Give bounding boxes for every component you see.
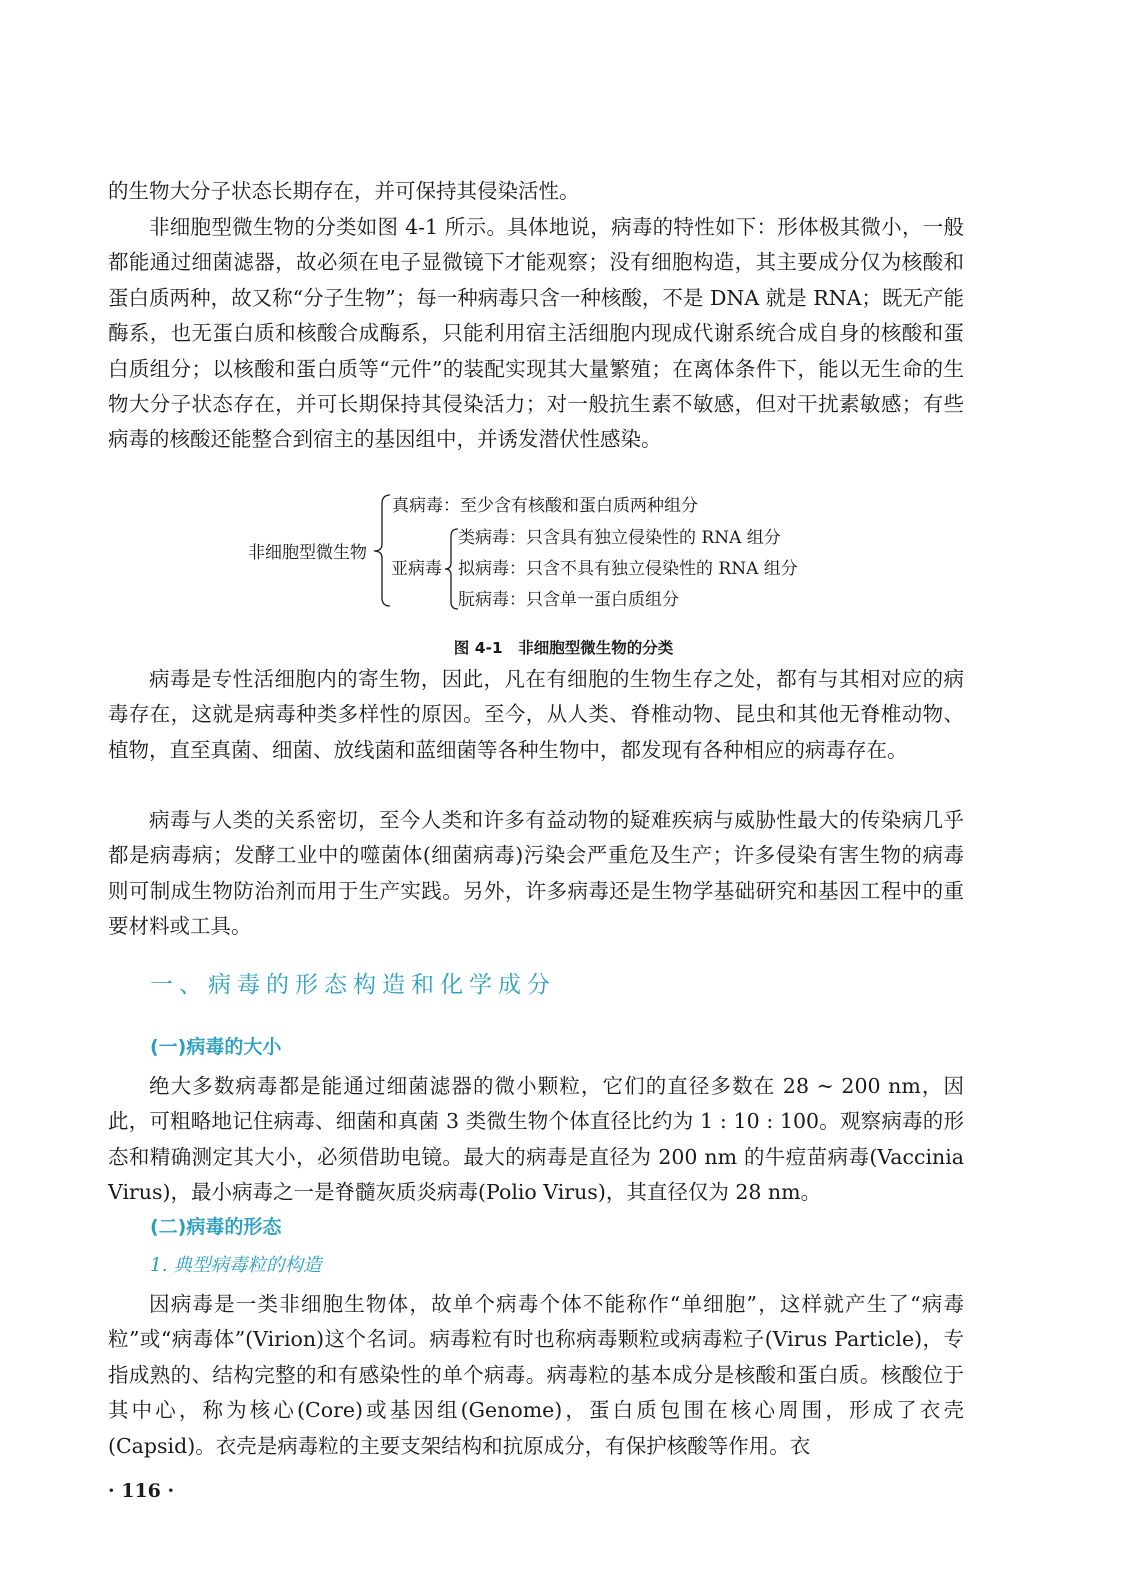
diagram-virusoid: 拟病毒：只含不具有独立侵染性的 RNA 组分 <box>458 559 798 579</box>
figure-caption: 图 4-1 非细胞型微生物的分类 <box>453 639 674 657</box>
paragraph-virus-size: 绝大多数病毒都是能通过细菌滤器的微小颗粒，它们的直径多数在 28 ~ 200 nm，因此，可粗略地记住病毒、细菌和真菌 3 类微生物个体直径比约为 1 : 10 : 100。观察病毒的形态和精确测定其大小，必须借助电镜。最大的病毒是直径为 200 nm 的牛痘苗病毒(Vaccinia Virus)，最小病毒之一是脊髓灰质炎病毒(Polio Virus)，其直径仅为 28 nm。 <box>108 1074 964 1205</box>
subsubheading-typical-virion: 1. 典型病毒粒的构造 <box>150 1255 322 1276</box>
subheading-virus-size: (一)病毒的大小 <box>150 1036 282 1058</box>
paragraph-virus-parasitism: 病毒是专性活细胞内的寄生物，因此，凡在有细胞的生物生存之处，都有与其相对应的病毒存在，这就是病毒种类多样性的原因。至今，从人类、脊椎动物、昆虫和其他无脊椎动物、植物，直至真菌、细菌、放线菌和蓝细菌等各种生物中，都发现有各种相应的病毒存在。 <box>108 667 964 762</box>
diagram-root-label: 非细胞型微生物 <box>248 543 367 563</box>
paragraph-virus-relation: 病毒与人类的关系密切，至今人类和许多有益动物的疑难疾病与威胁性最大的传染病几乎都是病毒病；发酵工业中的噬菌体(细菌病毒)污染会严重危及生产；许多侵染有害生物的病毒则可制成生物防治剂而用于生产实践。另外，许多病毒还是生物学基础研究和基因工程中的重要材料或工具。 <box>108 808 964 939</box>
page-number: · 116 · <box>108 1480 175 1502</box>
diagram-sub-virus-label: 亚病毒 <box>391 559 442 579</box>
outer-brace <box>370 492 396 610</box>
diagram-viroid: 类病毒：只含具有独立侵染性的 RNA 组分 <box>458 528 781 548</box>
paragraph-continuation: 的生物大分子状态长期存在，并可保持其侵染活性。 <box>108 179 580 203</box>
subheading-virus-shape: (二)病毒的形态 <box>150 1216 282 1238</box>
diagram-true-virus: 真病毒：至少含有核酸和蛋白质两种组分 <box>392 496 698 516</box>
paragraph-virus-characteristics: 非细胞型微生物的分类如图 4-1 所示。具体地说，病毒的特性如下：形体极其微小，一般都能通过细菌滤器，故必须在电子显微镜下才能观察；没有细胞构造，其主要成分仅为核酸和蛋白质两种，故又称“分子生物”；每一种病毒只含一种核酸，不是 DNA 就是 RNA；既无产能酶系，也无蛋白质和核酸合成酶系，只能利用宿主活细胞内现成代谢系统合成自身的核酸和蛋白质组分；以核酸和蛋白质等“元件”的装配实现其大量繁殖；在离体条件下，能以无生命的生物大分子状态存在，并可长期保持其侵染活力；对一般抗生素不敏感，但对干扰素敏感；有些病毒的核酸还能整合到宿主的基因组中，并诱发潜伏性感染。 <box>108 215 964 452</box>
section-heading: 一、病毒的形态构造和化学成分 <box>150 972 556 998</box>
inner-brace <box>442 526 462 612</box>
paragraph-virion: 因病毒是一类非细胞生物体，故单个病毒个体不能称作“单细胞”，这样就产生了“病毒粒”或“病毒体”(Virion)这个名词。病毒粒有时也称病毒颗粒或病毒粒子(Virus Particle)，专指成熟的、结构完整的和有感染性的单个病毒。病毒粒的基本成分是核酸和蛋白质。核酸位于其中心，称为核心(Core)或基因组(Genome)，蛋白质包围在核心周围，形成了衣壳(Capsid)。衣壳是病毒粒的主要支架结构和抗原成分，有保护核酸等作用。衣 <box>108 1292 964 1458</box>
diagram-prion: 朊病毒：只含单一蛋白质组分 <box>458 590 679 610</box>
